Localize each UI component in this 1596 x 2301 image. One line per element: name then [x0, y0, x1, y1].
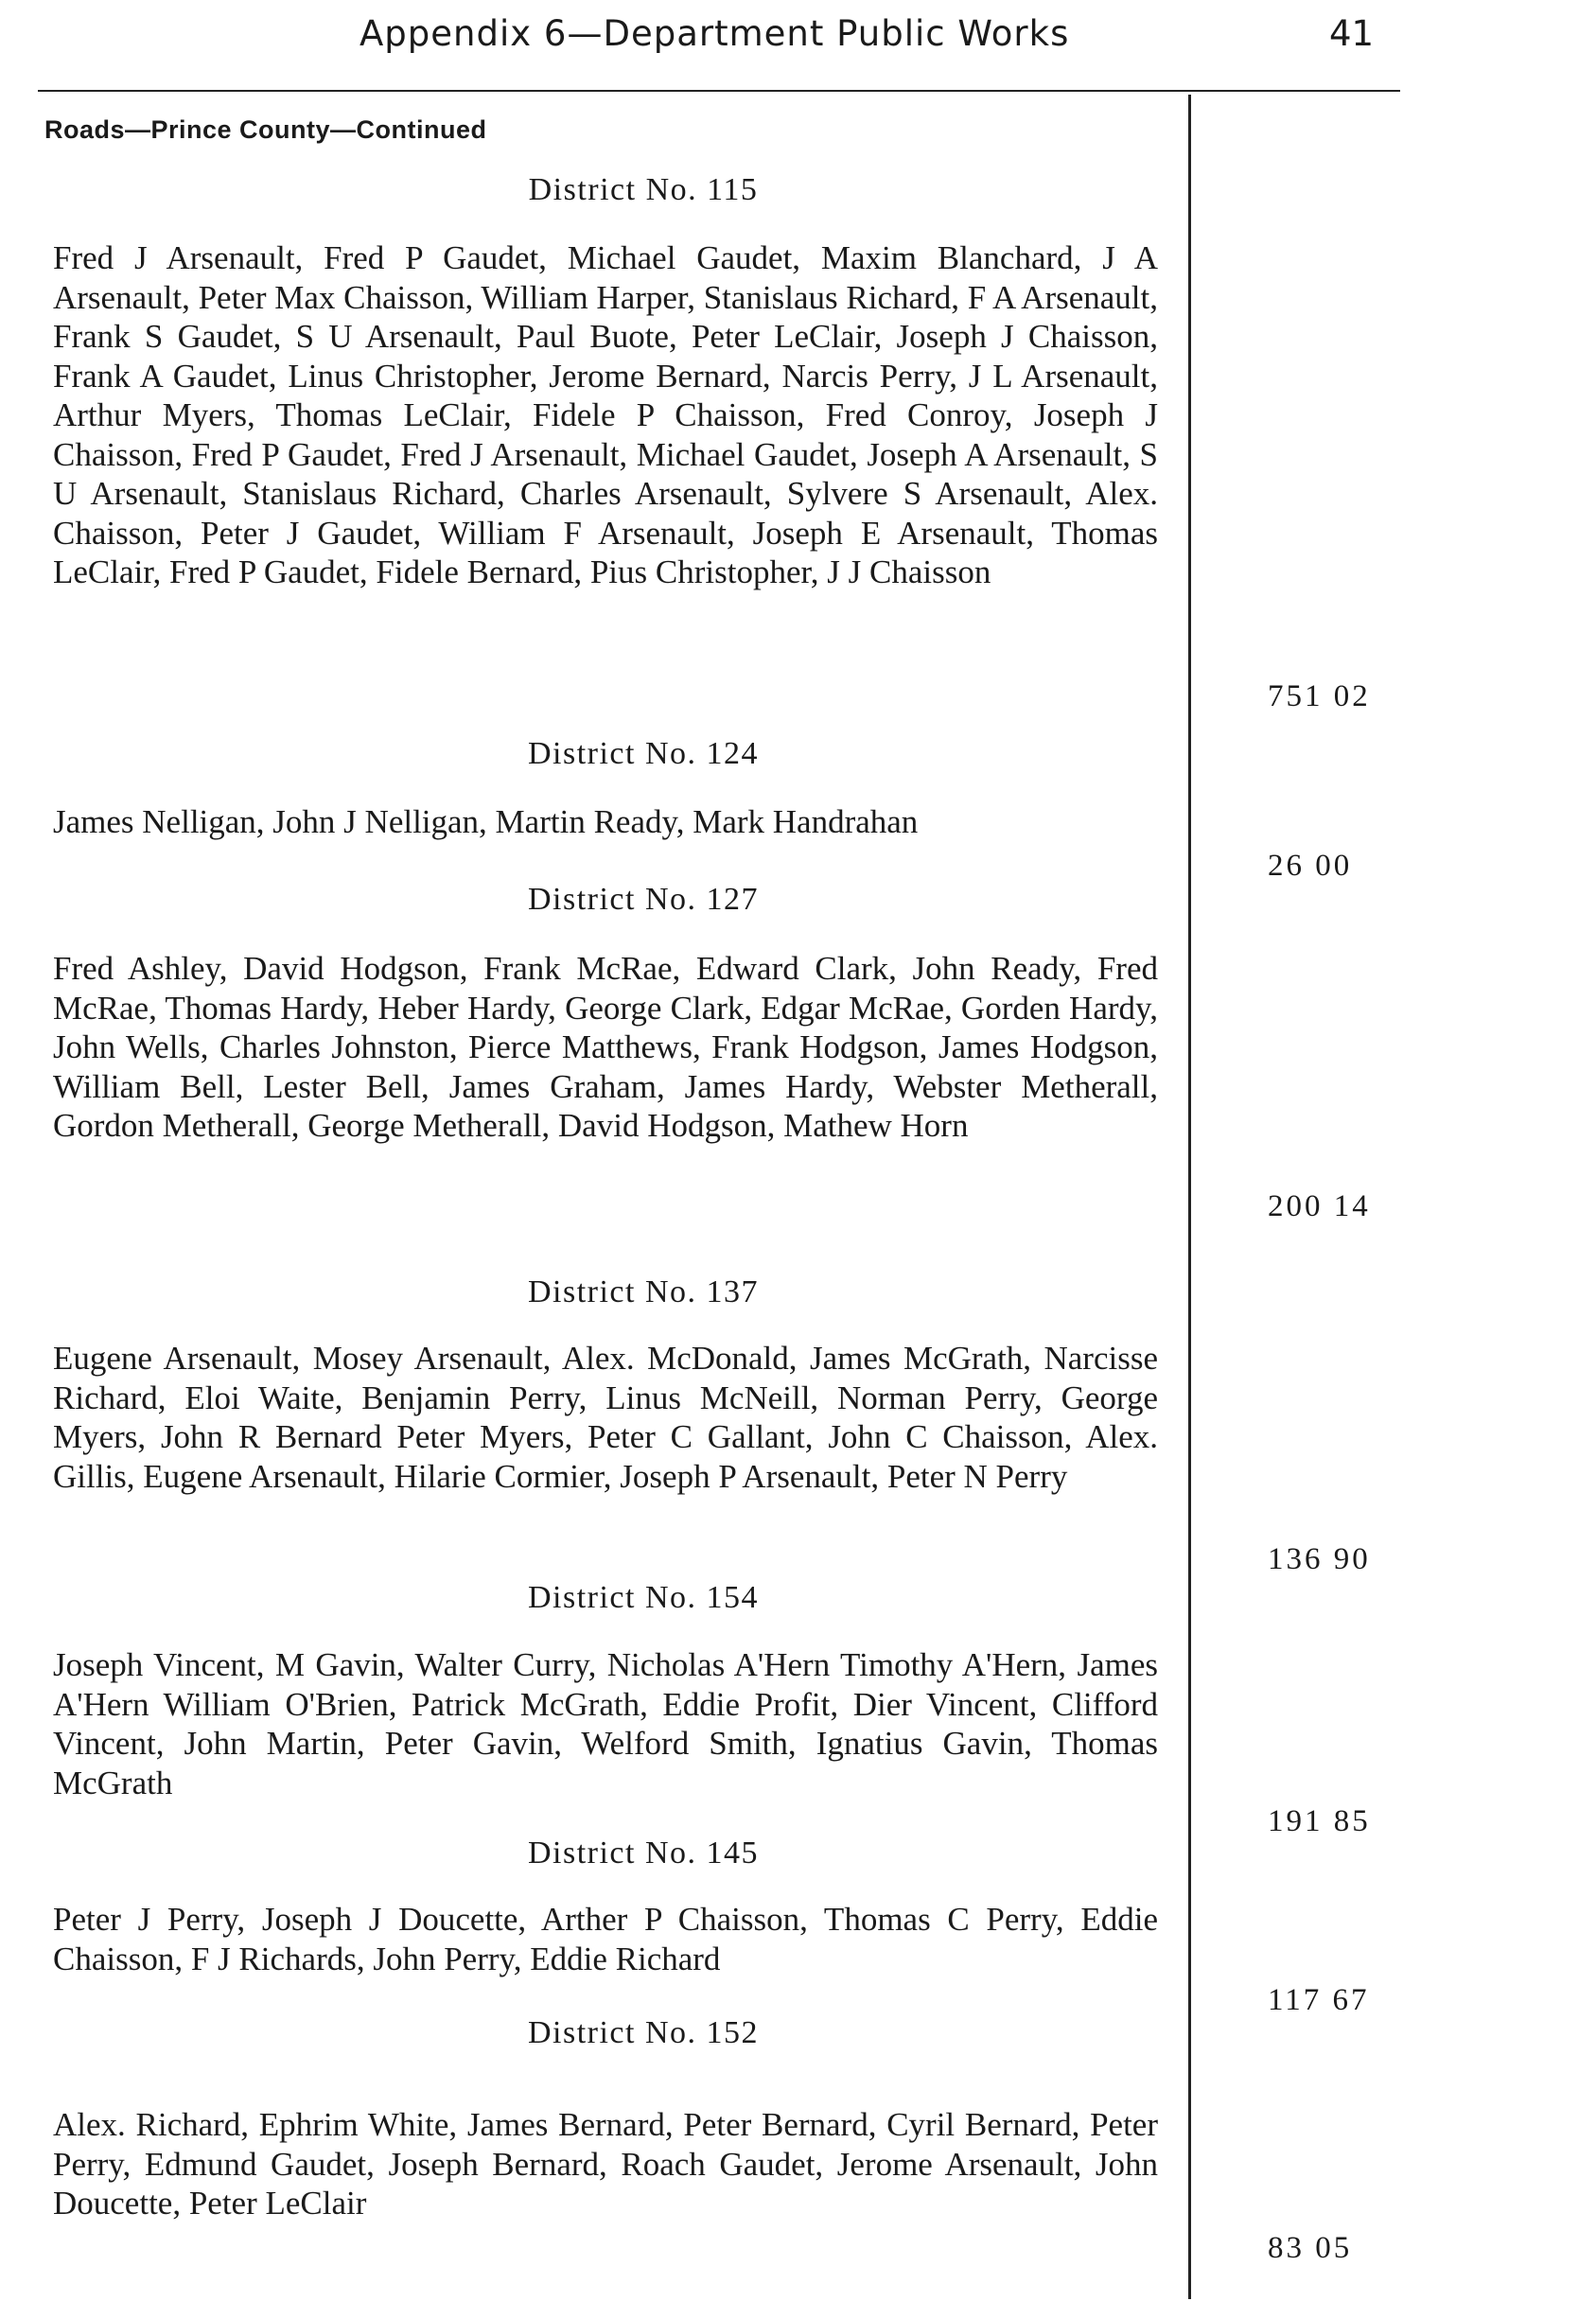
- header-rule: [38, 90, 1400, 92]
- district-amount: 200 14: [1268, 1189, 1371, 1223]
- district-amount: 751 02: [1268, 679, 1371, 713]
- district-amount: 191 85: [1268, 1804, 1371, 1838]
- district-amount: 83 05: [1268, 2231, 1353, 2265]
- district-names: Joseph Vincent, M Gavin, Walter Curry, Nicholas A'Hern Timothy A'Hern, James A'Hern William O'Brien, Patrick McGrath, Eddie Profit, Dier Vincent, Clifford Vincent, John Martin, Peter Gavin, Welford Smith, Ignatius Gavin, Thomas McGrath: [53, 1646, 1158, 1801]
- page-number: 41: [1329, 13, 1375, 54]
- district-names: Fred Ashley, David Hodgson, Frank McRae, Edward Clark, John Ready, Fred McRae, Thomas Hardy, Heber Hardy, George Clark, Edgar McRae, Gorden Hardy, John Wells, Charles Johnston, Pierce Matthews, Frank Hodgson, James Hodgson, William Bell, Lester Bell, James Graham, James Hardy, Webster Metherall, Gordon Metherall, George Metherall, David Hodgson, Mathew Horn: [53, 950, 1158, 1144]
- district-names: James Nelligan, John J Nelligan, Martin Ready, Mark Handrahan: [53, 803, 919, 840]
- district-heading: District No. 154: [527, 1580, 760, 1615]
- district-heading: District No. 145: [527, 1836, 760, 1871]
- district-amount: 136 90: [1268, 1542, 1371, 1576]
- running-header: [0, 13, 1400, 70]
- district-heading: District No. 152: [527, 2015, 760, 2050]
- section-label: Roads—Prince County—Continued: [44, 115, 487, 144]
- district-heading: District No. 137: [527, 1274, 760, 1309]
- district-names: Eugene Arsenault, Mosey Arsenault, Alex. McDonald, James McGrath, Narcisse Richard, Eloi Waite, Benjamin Perry, Linus McNeill, Norman Perry, George Myers, John R Bernard Peter Myers, Peter C Gallant, John C Chaisson, Alex. Gillis, Eugene Arsenault, Hilarie Cormier, Joseph P Arsenault, Peter N Perry: [53, 1340, 1158, 1495]
- district-heading: District No. 115: [528, 172, 759, 207]
- district-names: Alex. Richard, Ephrim White, James Bernard, Peter Bernard, Cyril Bernard, Peter Perry, Edmund Gaudet, Joseph Bernard, Roach Gaudet, Jerome Arsenault, John Doucette, Peter LeClair: [53, 2106, 1158, 2222]
- district-amount: 117 67: [1268, 1983, 1370, 2017]
- district-names: Peter J Perry, Joseph J Doucette, Arther P Chaisson, Thomas C Perry, Eddie Chaisson, F J Richards, John Perry, Eddie Richard: [53, 1901, 1158, 1977]
- district-names: Fred J Arsenault, Fred P Gaudet, Michael Gaudet, Maxim Blanchard, J A Arsenault, Peter Max Chaisson, William Harper, Stanislaus Richard, F A Arsenault, Frank S Gaudet, S U Arsenault, Paul Buote, Peter LeClair, Joseph J Chaisson, Frank A Gaudet, Linus Christopher, Jerome Bernard, Narcis Perry, J L Arsenault, Arthur Myers, Thomas LeClair, Fidele P Chaisson, Fred Conroy, Joseph J Chaisson, Fred P Gaudet, Fred J Arsenault, Michael Gaudet, Joseph A Arsenault, S U Arsenault, Stanislaus Richard, Charles Arsenault, Sylvere S Arsenault, Alex. Chaisson, Peter J Gaudet, William F Arsenault, Joseph E Arsenault, Thomas LeClair, Fred P Gaudet, Fidele Bernard, Pius Christopher, J J Chaisson: [53, 239, 1158, 590]
- amount-column-rule: [1188, 95, 1191, 2299]
- district-amount: 26 00: [1268, 849, 1353, 883]
- district-heading: District No. 124: [527, 736, 760, 771]
- running-title: Appendix 6—Department Public Works: [360, 13, 1070, 54]
- district-heading: District No. 127: [527, 882, 760, 917]
